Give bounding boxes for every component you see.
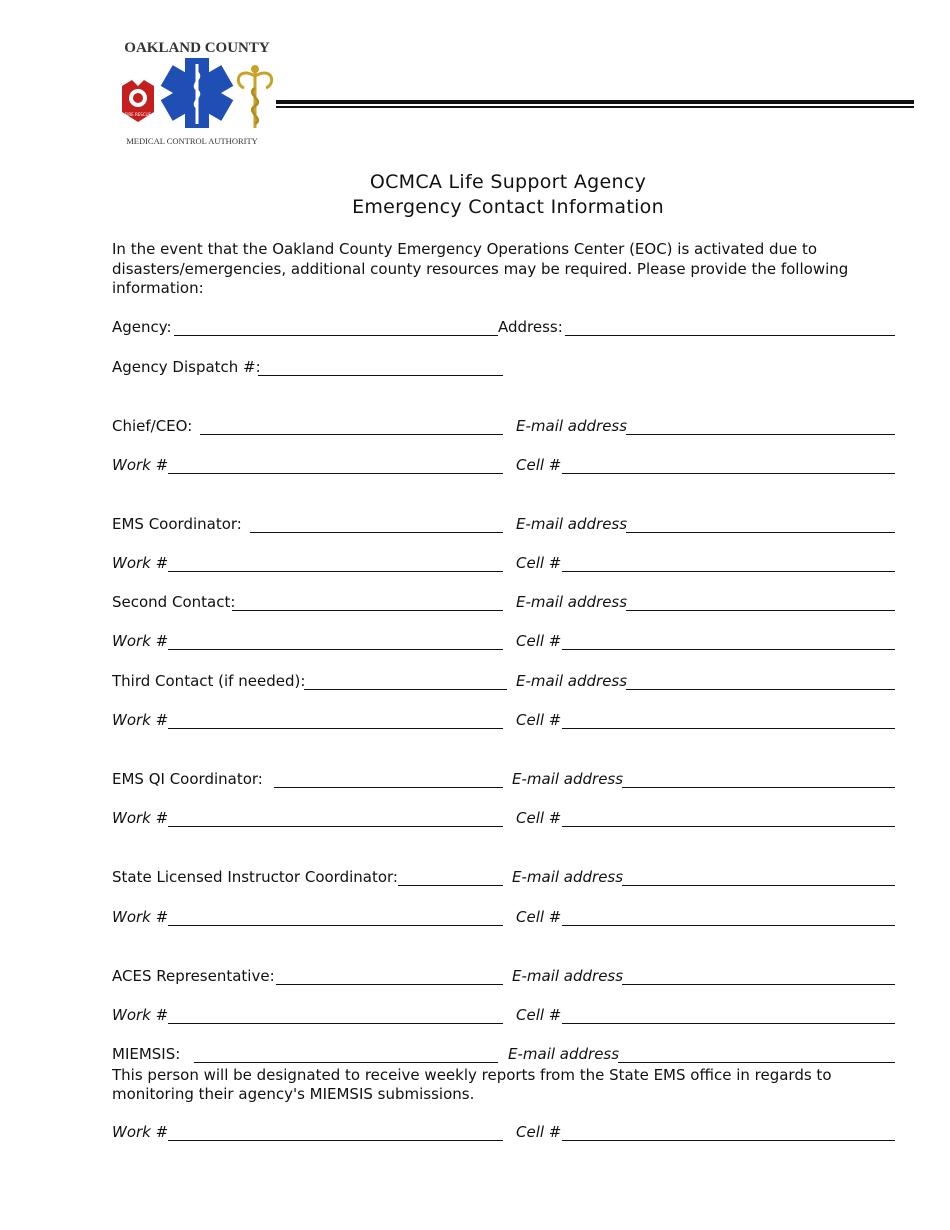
ems-qi-coordinator-email-field[interactable]: [622, 787, 895, 788]
third-contact-cell-label: Cell #: [516, 711, 562, 729]
third-contact-label: Third Contact (if needed):: [112, 672, 306, 690]
instructor-coordinator-work-field[interactable]: [168, 925, 503, 926]
miemsis-note: This person will be designated to receive weekly reports from the State EMS office in regards to monitoring their agency's MIEMSIS submissions.: [112, 1066, 832, 1103]
chief-ceo-cell-field[interactable]: [562, 473, 895, 474]
second-contact-cell-field[interactable]: [562, 649, 895, 650]
logo-bottom-text: MEDICAL CONTROL AUTHORITY: [126, 136, 258, 146]
miemsis-email-field[interactable]: [618, 1062, 895, 1063]
chief-ceo-email-field[interactable]: [626, 434, 895, 435]
caduceus-icon: [238, 65, 271, 128]
ems-coordinator-email-label: E-mail address: [516, 515, 628, 533]
chief-ceo-work-label: Work #: [112, 456, 169, 474]
aces-representative-email-label: E-mail address: [512, 967, 624, 985]
instructor-coordinator-email-field[interactable]: [622, 885, 895, 886]
fire-badge-icon: [122, 80, 154, 122]
logo-top-text: OAKLAND COUNTY: [124, 40, 270, 56]
miemsis-cell-label: Cell #: [516, 1123, 562, 1141]
header-rule-thin: [276, 106, 914, 108]
instructor-coordinator-label: State Licensed Instructor Coordinator:: [112, 868, 398, 886]
ems-coordinator-cell-label: Cell #: [516, 554, 562, 572]
ems-coordinator-cell-field[interactable]: [562, 571, 895, 572]
oakland-county-mca-logo: [112, 36, 282, 152]
fire-badge-text: FIRE RESCUE: [124, 112, 152, 117]
miemsis-cell-field[interactable]: [562, 1140, 895, 1141]
aces-representative-label: ACES Representative:: [112, 967, 275, 985]
aces-representative-work-label: Work #: [112, 1006, 169, 1024]
intro-paragraph: In the event that the Oakland County Emergency Operations Center (EOC) is activated due to disasters/emergencies, additional county resources may be required. Please provide the following information:: [112, 240, 849, 297]
miemsis-work-field[interactable]: [168, 1140, 503, 1141]
instructor-coordinator-name-field[interactable]: [398, 885, 503, 886]
third-contact-email-field[interactable]: [626, 689, 895, 690]
dispatch-label: Agency Dispatch #:: [112, 358, 261, 376]
second-contact-work-field[interactable]: [168, 649, 503, 650]
ems-qi-coordinator-label: EMS QI Coordinator:: [112, 770, 263, 788]
second-contact-email-label: E-mail address: [516, 593, 628, 611]
star-of-life-icon: [161, 58, 234, 128]
instructor-coordinator-cell-field[interactable]: [562, 925, 895, 926]
ems-qi-coordinator-work-field[interactable]: [168, 826, 503, 827]
second-contact-cell-label: Cell #: [516, 632, 562, 650]
instructor-coordinator-email-label: E-mail address: [512, 868, 624, 886]
chief-ceo-email-label: E-mail address: [516, 417, 628, 435]
header-rule: [276, 100, 914, 104]
form-title-line2: Emergency Contact Information: [352, 196, 664, 218]
ems-qi-coordinator-cell-label: Cell #: [516, 809, 562, 827]
ems-coordinator-email-field[interactable]: [626, 532, 895, 533]
aces-representative-cell-field[interactable]: [562, 1023, 895, 1024]
ems-coordinator-work-field[interactable]: [168, 571, 503, 572]
ems-qi-coordinator-email-label: E-mail address: [512, 770, 624, 788]
chief-ceo-work-field[interactable]: [168, 473, 503, 474]
aces-representative-name-field[interactable]: [276, 984, 503, 985]
third-contact-name-field[interactable]: [304, 689, 507, 690]
instructor-coordinator-work-label: Work #: [112, 908, 169, 926]
ems-coordinator-name-field[interactable]: [250, 532, 503, 533]
aces-representative-email-field[interactable]: [622, 984, 895, 985]
ems-qi-coordinator-work-label: Work #: [112, 809, 169, 827]
second-contact-name-field[interactable]: [232, 610, 503, 611]
miemsis-work-label: Work #: [112, 1123, 169, 1141]
third-contact-work-label: Work #: [112, 711, 169, 729]
second-contact-email-field[interactable]: [626, 610, 895, 611]
aces-representative-cell-label: Cell #: [516, 1006, 562, 1024]
third-contact-work-field[interactable]: [168, 728, 503, 729]
third-contact-email-label: E-mail address: [516, 672, 628, 690]
miemsis-email-label: E-mail address: [508, 1045, 620, 1063]
agency-field[interactable]: [174, 335, 498, 336]
ems-qi-coordinator-cell-field[interactable]: [562, 826, 895, 827]
second-contact-work-label: Work #: [112, 632, 169, 650]
address-label: Address:: [498, 318, 563, 336]
miemsis-label: MIEMSIS:: [112, 1045, 181, 1063]
ems-coordinator-label: EMS Coordinator:: [112, 515, 242, 533]
form-title-line1: OCMCA Life Support Agency: [369, 171, 647, 193]
aces-representative-work-field[interactable]: [168, 1023, 503, 1024]
instructor-coordinator-cell-label: Cell #: [516, 908, 562, 926]
ems-coordinator-work-label: Work #: [112, 554, 169, 572]
second-contact-label: Second Contact:: [112, 593, 236, 611]
chief-ceo-name-field[interactable]: [200, 434, 503, 435]
chief-ceo-cell-label: Cell #: [516, 456, 562, 474]
agency-label: Agency:: [112, 318, 172, 336]
dispatch-field[interactable]: [258, 375, 503, 376]
chief-ceo-label: Chief/CEO:: [112, 417, 193, 435]
third-contact-cell-field[interactable]: [562, 728, 895, 729]
miemsis-name-field[interactable]: [194, 1062, 498, 1063]
ems-qi-coordinator-name-field[interactable]: [274, 787, 503, 788]
address-field[interactable]: [565, 335, 895, 336]
